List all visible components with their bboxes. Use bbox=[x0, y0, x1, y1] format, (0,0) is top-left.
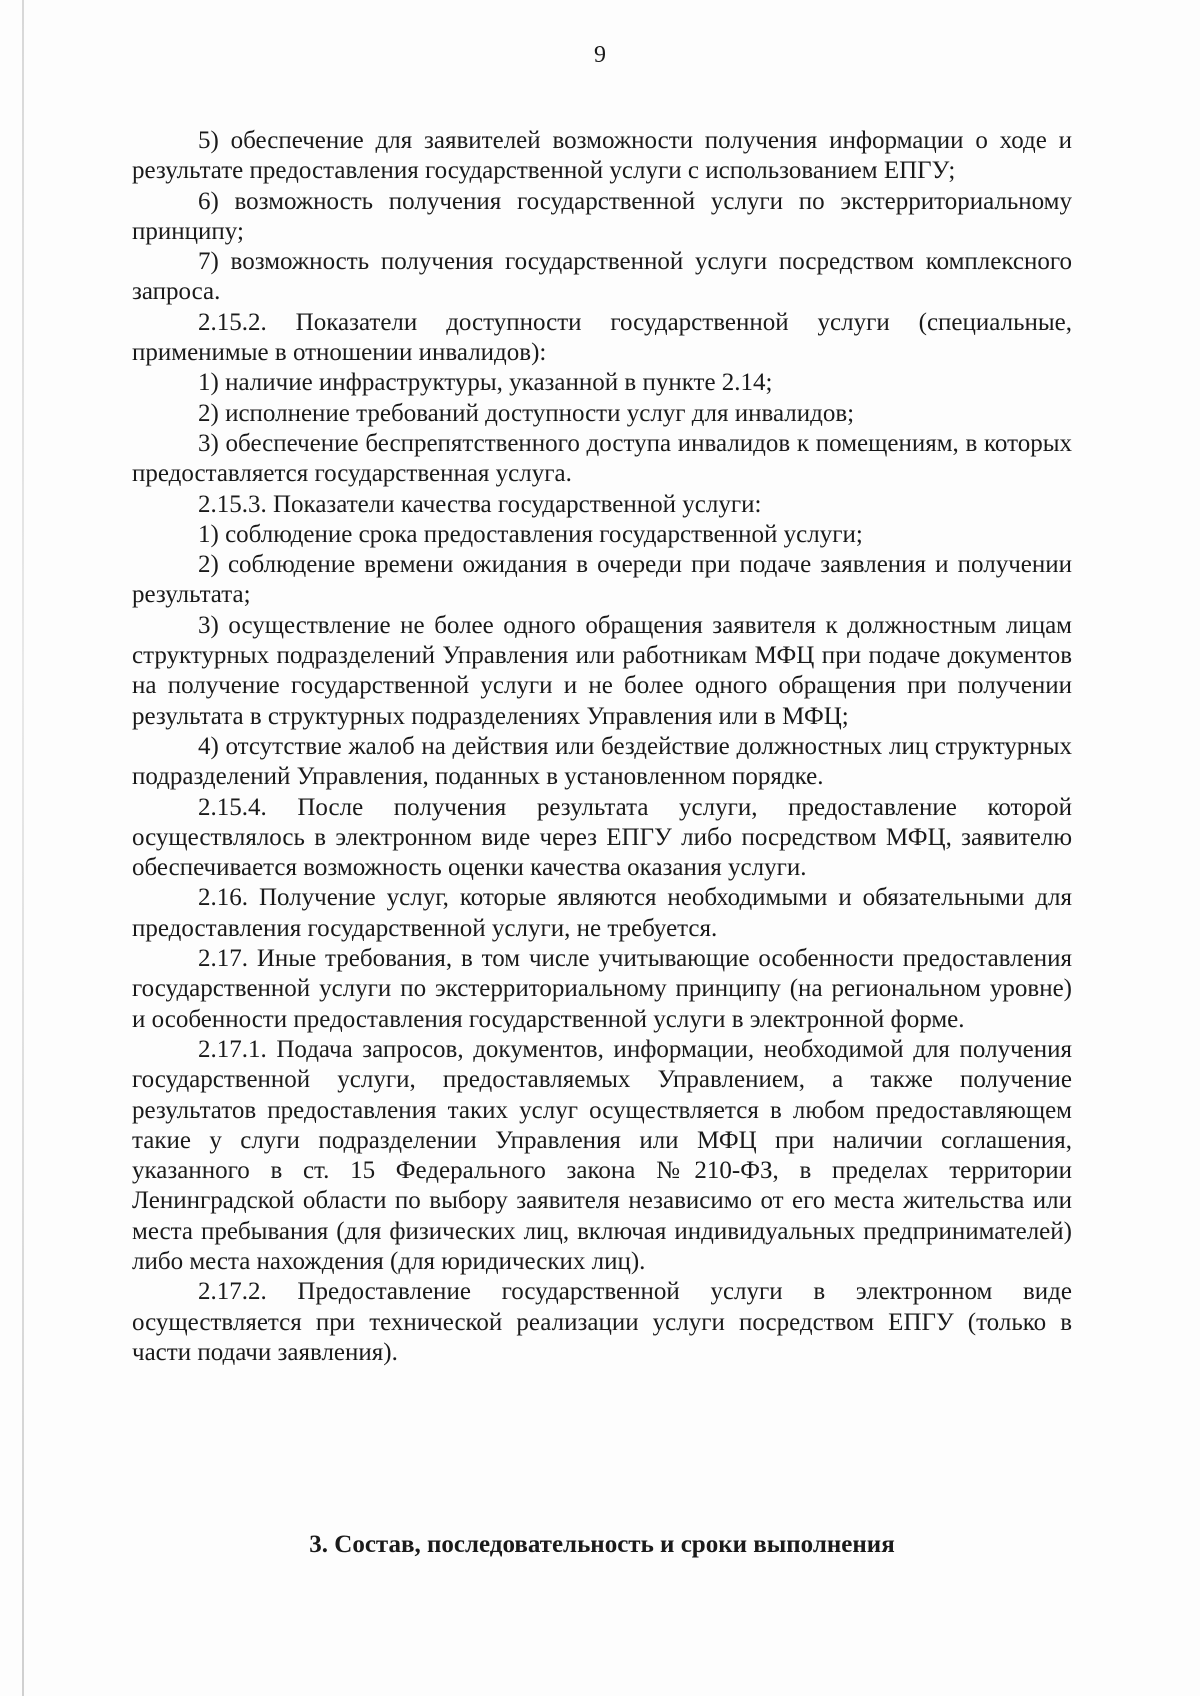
paragraph-2-15-3: 2.15.3. Показатели качества государственной услуги: bbox=[198, 490, 762, 518]
paragraph-accessibility-requirements: 2) исполнение требований доступности услуг для инвалидов; bbox=[198, 399, 855, 427]
paragraph-single-appeal: 3) осуществление не более одного обращения заявителя к должностным лицам структурных подразделений Управления или работникам МФЦ при подаче документов на получение государственной услуги и не более одного обращения при получении результата в структурных подразделениях Управления или в МФЦ; bbox=[132, 611, 1072, 730]
paragraph-6-extraterritorial: 6) возможность получения государственной услуги по экстерриториальному принципу; bbox=[132, 187, 1072, 245]
document-body bbox=[132, 126, 1072, 1368]
paragraph-2-17-1: 2.17.1. Подача запросов, документов, информации, необходимой для получения государственной услуги, предоставляемых Управлением, а также получение результатов предоставления таких услуг осуществляется в любом предоставляющем такие у слуги подразделении Управления или МФЦ при наличии соглашения, указанного в ст. 15 Федерального закона №210-ФЗ, в пределах территории Ленинградской области по выбору заявителя независимо от его места жительства или места пребывания (для физических лиц, включая индивидуальных предпринимателей) либо места нахождения (для юридических лиц). bbox=[132, 1035, 1072, 1275]
paragraph-no-complaints: 4) отсутствие жалоб на действия или бездействие должностных лиц структурных подразделений Управления, поданных в установленном порядке. bbox=[132, 732, 1072, 791]
paragraph-2-15-2: 2.15.2. Показатели доступности государственной услуги (специальные, применимые в отношении инвалидов): bbox=[132, 308, 1072, 367]
paragraph-2-17: 2.17. Иные требования, в том числе учитывающие особенности предоставления государственной услуги по экстерриториальному принципу (на региональном уровне) и особенности предоставления государственной услуги в электронной форме. bbox=[132, 945, 1072, 1033]
paragraph-2-16: 2.16. Получение услуг, которые являются необходимыми и обязательными для предоставления государственной услуги, не требуется. bbox=[132, 884, 1072, 942]
paragraph-deadline-compliance: 1) соблюдение срока предоставления государственной услуги; bbox=[198, 520, 863, 548]
paragraph-waiting-time: 2) соблюдение времени ожидания в очереди при подаче заявления и получении результата; bbox=[132, 551, 1072, 609]
paragraph-infrastructure: 1) наличие инфраструктуры, указанной в пункте 2.14; bbox=[198, 369, 773, 397]
paragraph-unhindered-access: 3) обеспечение беспрепятственного доступа инвалидов к помещениям, в которых предоставляется государственная услуга. bbox=[132, 429, 1072, 488]
page-number: 9 bbox=[594, 42, 606, 68]
section-heading: 3. Состав, последовательность и сроки выполнения bbox=[309, 1531, 895, 1558]
paragraph-2-15-4: 2.15.4. После получения результата услуги, предоставление которой осуществлялось в электронном виде через ЕПГУ либо посредством МФЦ, заявителю обеспечивается возможность оценки качества оказания услуги. bbox=[132, 793, 1072, 882]
paragraph-2-17-2: 2.17.2. Предоставление государственной услуги в электронном виде осуществляется при технической реализации услуги посредством ЕПГУ (только в части подачи заявления). bbox=[132, 1278, 1072, 1366]
paragraph-7-complex-request: 7) возможность получения государственной услуги посредством комплексного запроса. bbox=[132, 248, 1072, 306]
paragraph-5-informing: 5) обеспечение для заявителей возможности получения информации о ходе и результате предоставления государственной услуги с использованием ЕПГУ; bbox=[132, 127, 1072, 185]
scan-edge-line bbox=[22, 0, 24, 1696]
